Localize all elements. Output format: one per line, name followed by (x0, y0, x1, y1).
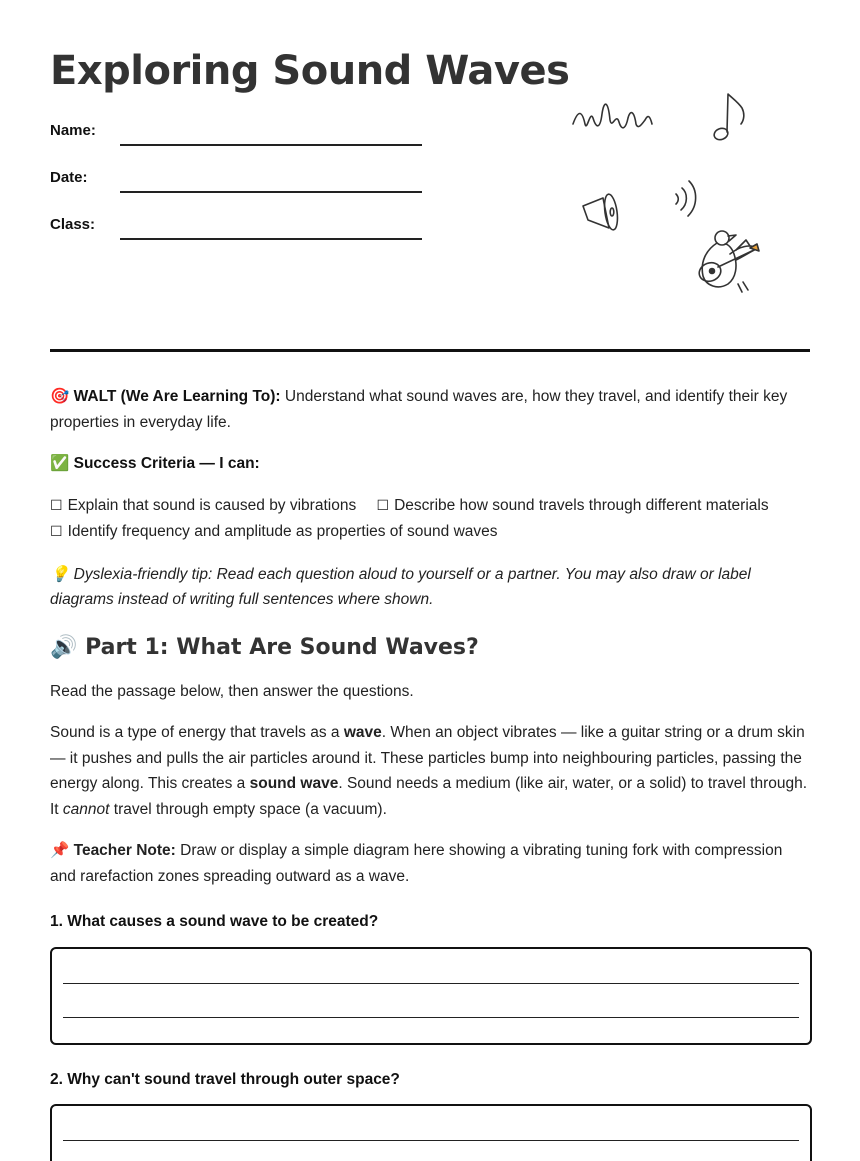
date-line[interactable] (120, 191, 422, 193)
teacher-note-label: Teacher Note: (73, 842, 176, 859)
header-divider (50, 349, 810, 352)
speaker-icon: 🔊 (50, 634, 78, 660)
class-line[interactable] (120, 238, 422, 240)
checkbox-icon[interactable]: ☐ (376, 497, 390, 514)
checkbox-icon[interactable]: ☐ (50, 497, 63, 514)
criteria-item[interactable]: ☐ Describe how sound travels through different materials (377, 497, 769, 514)
part1-heading: 🔊 Part 1: What Are Sound Waves? (50, 634, 479, 660)
criteria-item[interactable]: ☐ Explain that sound is caused by vibrations (50, 497, 356, 514)
tip-text: Dyslexia-friendly tip: Read each question aloud to yourself or a partner. You may also draw or label diagrams instead of writing full sentences where shown. (50, 565, 751, 608)
walt-text: Understand what sound waves are, how they travel, and identify their key properties in everyday life. (50, 388, 788, 431)
squiggle-wave-icon (573, 104, 652, 128)
answer-line[interactable] (63, 1017, 799, 1018)
name-line[interactable] (120, 144, 422, 146)
name-field[interactable] (50, 122, 422, 152)
success-criteria-title: ✅ Success Criteria — I can: (50, 455, 260, 472)
date-label: Date: (50, 169, 88, 186)
teacher-note (50, 838, 812, 889)
music-note-icon (713, 94, 744, 142)
sound-doodles (560, 80, 800, 300)
checkbox-icon[interactable]: ☐ (50, 524, 63, 540)
answer-line[interactable] (63, 1140, 799, 1141)
walt-label: WALT (We Are Learning To): (73, 388, 281, 405)
megaphone-icon (583, 193, 619, 230)
question-1-answer-box[interactable] (50, 947, 812, 1045)
target-icon: 🎯 (50, 388, 70, 405)
criteria-item[interactable]: ☐ Identify frequency and amplitude as properties of sound waves (50, 523, 498, 540)
page-title: Exploring Sound Waves (50, 48, 570, 94)
sound-arcs-icon (676, 181, 696, 216)
answer-line[interactable] (63, 983, 799, 984)
question-2-answer-box[interactable] (50, 1104, 812, 1161)
part1-intro: Read the passage below, then answer the questions. (50, 682, 414, 700)
walt-statement (50, 384, 812, 435)
teacher-note-text: Draw or display a simple diagram here showing a vibrating tuning fork with compression and rarefaction zones spreading outward as a wave. (50, 842, 783, 885)
class-label: Class: (50, 216, 96, 233)
pushpin-icon: 📌 (50, 842, 70, 859)
lightbulb-icon: 💡 (50, 565, 70, 583)
date-field[interactable] (50, 169, 422, 199)
name-label: Name: (50, 122, 96, 139)
check-mark-icon: ✅ (50, 455, 70, 472)
dyslexia-tip (50, 562, 812, 613)
bird-with-guitar-icon (697, 231, 759, 292)
worksheet-content (50, 384, 812, 1161)
question-2-label: 2. Why can't sound travel through outer space? (50, 1070, 400, 1088)
success-criteria-list (50, 493, 812, 546)
passage: Sound is a type of energy that travels as a wave. When an object vibrates — like a guitar string or a drum skin — it pushes and pulls the air particles around it. These particles bump into neighbouring particles, passing the energy along. This creates a sound wave. Sound needs a medium (like air, water, or a solid) to travel through. It cannot travel through empty space (a vacuum). (50, 724, 808, 818)
class-field[interactable] (50, 216, 422, 246)
question-1-label: 1. What causes a sound wave to be created? (50, 913, 379, 930)
